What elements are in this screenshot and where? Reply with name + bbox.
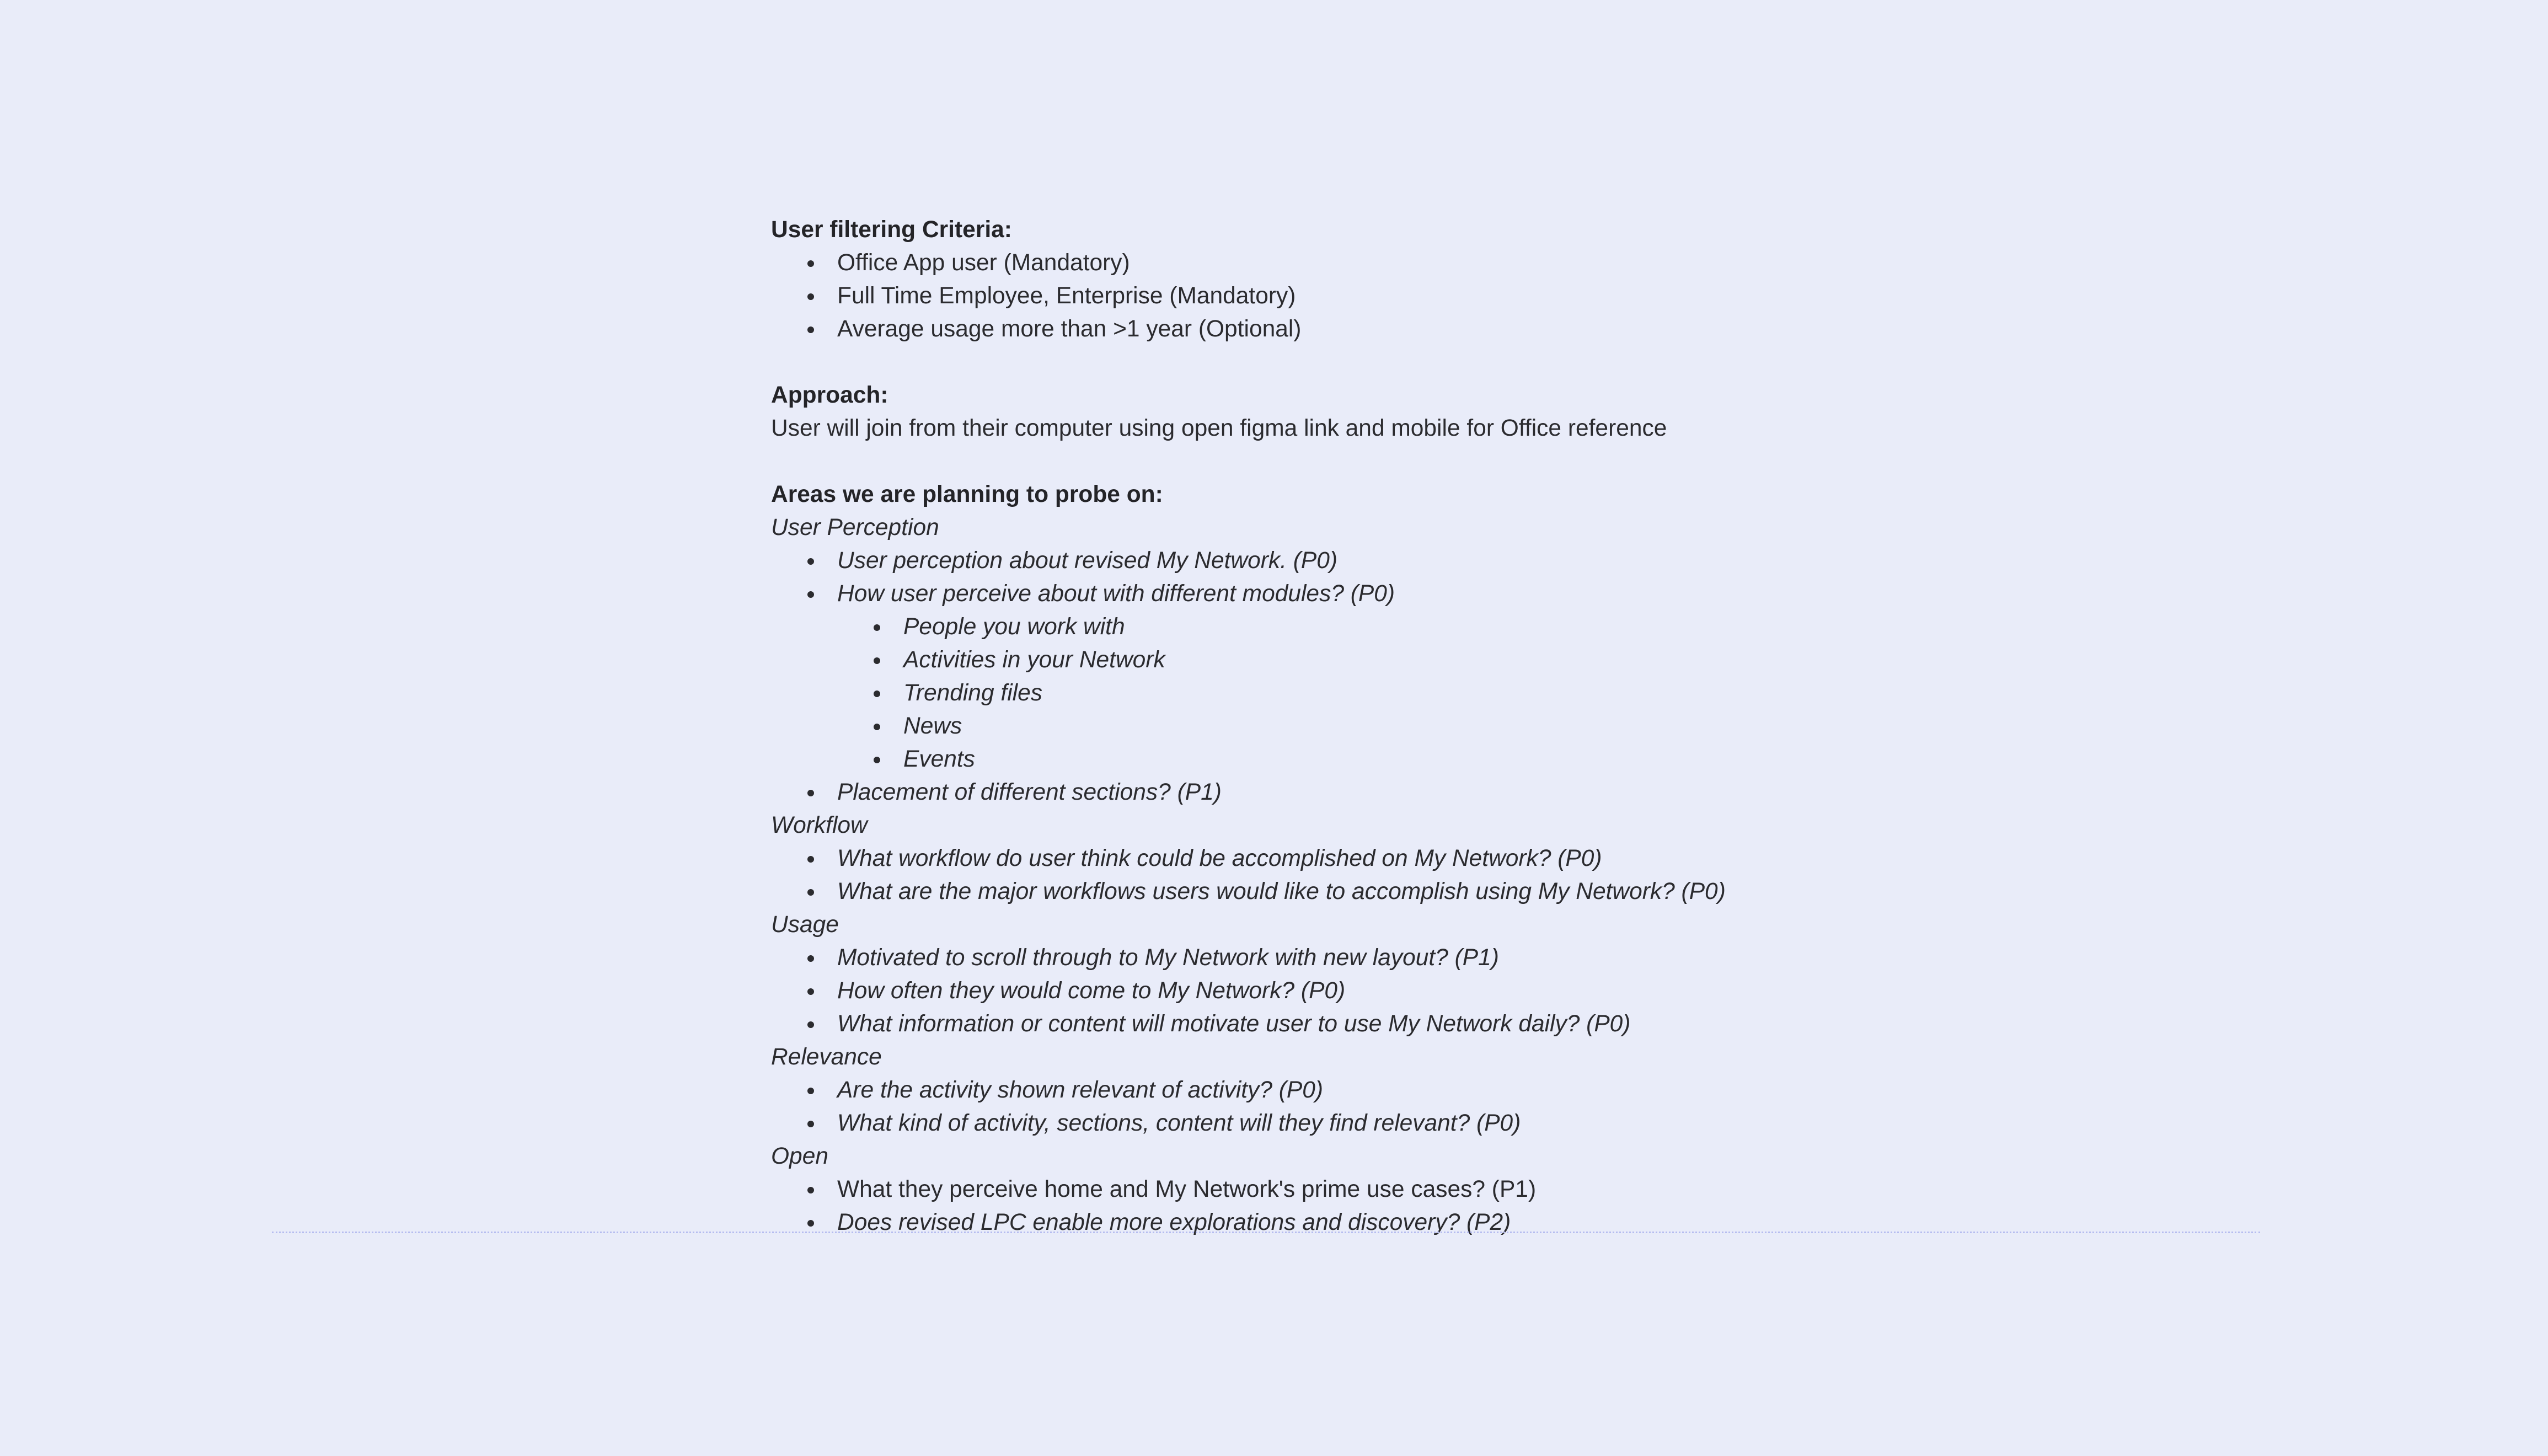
- list-item: Average usage more than >1 year (Optional): [771, 313, 1874, 346]
- list-item: What workflow do user think could be accomplished on My Network? (P0): [771, 842, 1874, 875]
- list-item: What kind of activity, sections, content will they find relevant? (P0): [771, 1107, 1874, 1140]
- spacer: [771, 346, 1874, 379]
- list-item: Office App user (Mandatory): [771, 247, 1874, 280]
- spacer: [771, 445, 1874, 478]
- usage-title: Usage: [771, 912, 839, 938]
- criteria-heading: User filtering Criteria:: [771, 217, 1012, 243]
- module-item: Activities in your Network: [837, 644, 1874, 677]
- module-item: News: [837, 710, 1874, 743]
- list-item: [771, 577, 1874, 776]
- list-item: What information or content will motivate user to use My Network daily? (P0): [771, 1008, 1874, 1041]
- list-item: Motivated to scroll through to My Network with new layout? (P1): [771, 941, 1874, 975]
- module-item: People you work with: [837, 611, 1874, 644]
- list-item: Placement of different sections? (P1): [771, 776, 1874, 809]
- modules-list: [837, 611, 1874, 776]
- list-item: Full Time Employee, Enterprise (Mandatory): [771, 280, 1874, 313]
- workflow-list: [771, 842, 1874, 908]
- list-item: How often they would come to My Network? (P0): [771, 975, 1874, 1008]
- research-plan-document: [771, 213, 1874, 1239]
- open-list: [771, 1173, 1874, 1239]
- relevance-list: [771, 1074, 1874, 1140]
- list-item: Are the activity shown relevant of activity? (P0): [771, 1074, 1874, 1107]
- perception-list: [771, 544, 1874, 809]
- open-title: Open: [771, 1143, 828, 1169]
- perception-title: User Perception: [771, 515, 939, 540]
- list-item: Does revised LPC enable more explorations and discovery? (P2): [771, 1206, 1874, 1239]
- approach-heading: Approach:: [771, 382, 888, 408]
- list-item: What are the major workflows users would like to accomplish using My Network? (P0): [771, 875, 1874, 908]
- list-item: What they perceive home and My Network's prime use cases? (P1): [771, 1173, 1874, 1206]
- frame-boundary-guide: [272, 1232, 2260, 1233]
- criteria-list: [771, 247, 1874, 346]
- relevance-title: Relevance: [771, 1044, 882, 1070]
- list-item: User perception about revised My Network. (P0): [771, 544, 1874, 577]
- workflow-title: Workflow: [771, 812, 868, 838]
- areas-heading: Areas we are planning to probe on:: [771, 481, 1163, 507]
- approach-text: User will join from their computer using open figma link and mobile for Office reference: [771, 415, 1667, 441]
- usage-list: [771, 941, 1874, 1041]
- list-item-text: How user perceive about with different modules? (P0): [837, 581, 1395, 607]
- module-item: Trending files: [837, 677, 1874, 710]
- module-item: Events: [837, 743, 1874, 776]
